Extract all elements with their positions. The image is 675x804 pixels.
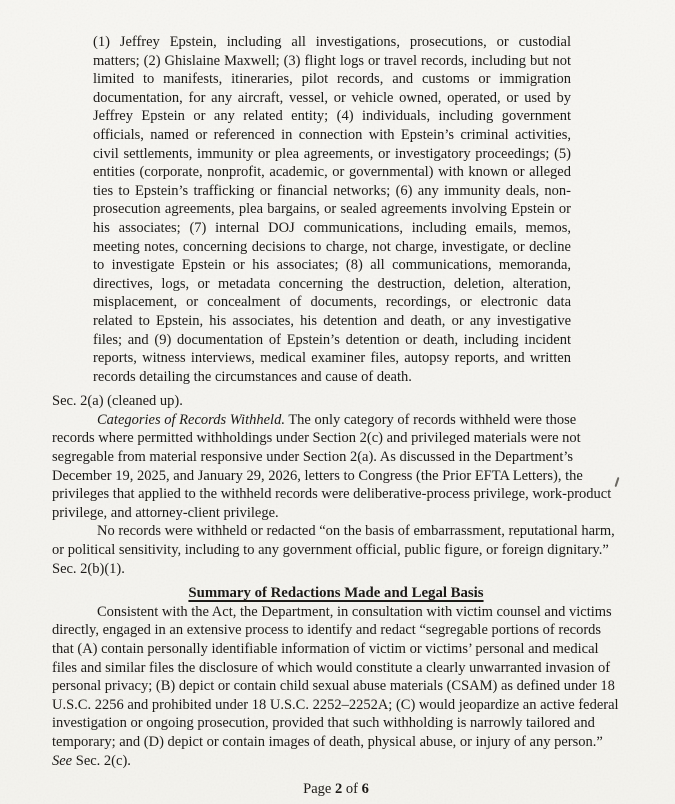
footer-page-label: Page xyxy=(303,781,335,797)
footer-total-pages: 6 xyxy=(361,781,369,797)
see-reference-italic: See xyxy=(52,752,73,769)
paragraph-categories-withheld xyxy=(52,411,620,523)
document-body xyxy=(52,33,620,770)
paragraph-lead-italic: Categories of Records Withheld. xyxy=(97,411,285,428)
page-footer xyxy=(52,780,620,799)
paragraph-body-text: The only category of records withheld were those records where permitted withholdings under Section 2(c) and privileged materials were not segregable from material responsive under Section 2(a). As discussed in the Department’s December 19, 2025, and January 29, 2026, letters to Congress (the Prior EFTA Letters), the privileges that applied to the withheld records were deliberative-process privilege, work-product privilege, and attorney-client privilege. xyxy=(52,411,612,521)
blockquote-records-categories: (1) Jeffrey Epstein, including all investigations, prosecutions, or custodial matters; (2) Ghislaine Maxwell; (3) flight logs or travel records, including but not limited to manifests, itineraries, pilot records, and customs or immigration documentation, for any aircraft, vessel, or vehicle owned, operated, or used by Jeffrey Epstein or any related entity; (4) individuals, including government officials, named or referenced in connection with Epstein’s criminal activities, civil settlements, immunity or plea agreements, or investigatory proceedings; (5) entities (corporate, nonprofit, academic, or governmental) with known or alleged ties to Epstein’s trafficking or financial networks; (6) any immunity deals, non-prosecution agreements, plea bargains, or sealed agreements involving Epstein or his associates; (7) internal DOJ communications, including emails, memos, meeting notes, concerning decisions to charge, not charge, investigate, or decline to investigate Epstein or his associates; (8) all communications, memoranda, directives, logs, or metadata concerning the destruction, deletion, alteration, misplacement, or concealment of documents, recordings, or electronic data related to Epstein, his associates, his detention and death, or any investigative files; and (9) documentation of Epstein’s detention or death, including incident reports, witness interviews, medical examiner files, autopsy reports, and written records detailing the circumstances and cause of death. xyxy=(93,34,571,385)
footer-of-label: of xyxy=(342,781,362,797)
paragraph-body-text: Consistent with the Act, the Department, in consultation with victim counsel and victims directly, engaged in an extensive process to identify and redact “segregable portions of records that (A) contain personally identifiable information of victim or victims’ personal and medical files and similar files the disclosure of which would constitute a clearly unwarranted invasion of personal privacy; (B) depict or contain child sexual abuse materials (CSAM) as defined under 18 U.S.C. 2256 and prohibited under 18 U.S.C. 2252–2252A; (C) would jeopardize an active federal investigation or ongoing prosecution, provided that such withholding is narrowly tailored and temporary; and (D) depict or contain images of death, physical abuse, or injury of any person.” xyxy=(52,603,619,750)
section-heading-summary-of-redactions: Summary of Redactions Made and Legal Basis xyxy=(188,585,484,602)
paragraph-no-records-withheld: No records were withheld or redacted “on the basis of embarrassment, reputational harm, or political sensitivity, including to any government official, public figure, or foreign dignitary.” Sec. 2(b)(1). xyxy=(52,523,615,577)
paragraph-consistent-with-act xyxy=(52,603,620,770)
paragraph-tail-text: Sec. 2(c). xyxy=(72,752,131,769)
citation-sec-2a: Sec. 2(a) (cleaned up). xyxy=(52,393,183,410)
footer-page-number: 2 xyxy=(334,781,343,797)
